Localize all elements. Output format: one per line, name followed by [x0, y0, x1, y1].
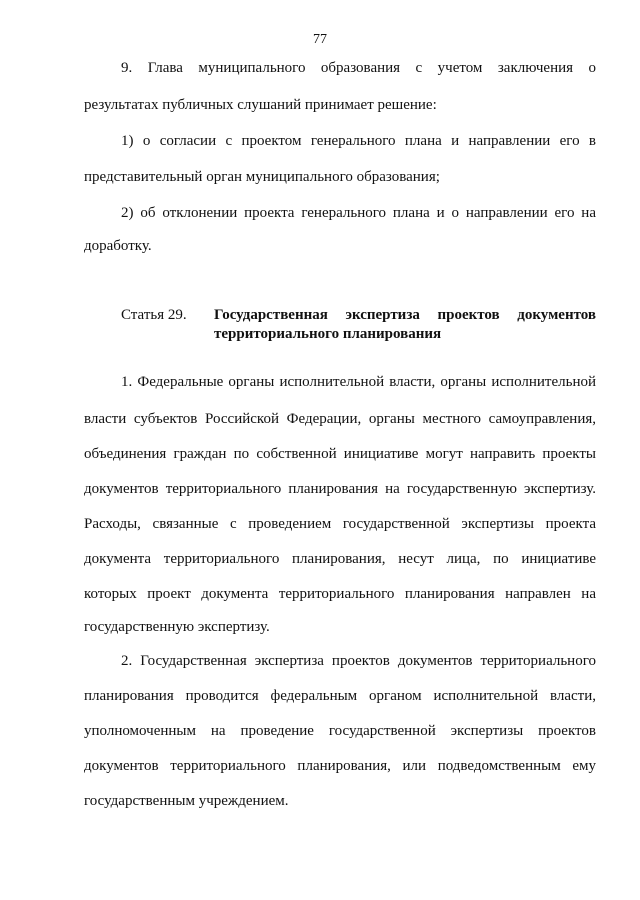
paragraph-line: результатах публичных слушаний принимает решение: [84, 97, 437, 113]
paragraph-line: государственную экспертизу. [84, 619, 270, 635]
paragraph-line: представительный орган муниципального образования; [84, 169, 440, 185]
paragraph-line: объединения граждан по собственной инициативе могут направить проекты [84, 446, 596, 462]
paragraph-line: Расходы, связанные с проведением государственной экспертизы проекта [84, 516, 596, 532]
article-title-line: Государственная экспертиза проектов документов [214, 307, 596, 323]
paragraph-line: документа территориального планирования, несут лица, по инициативе [84, 551, 596, 567]
paragraph-line: 2. Государственная экспертиза проектов документов территориального [121, 653, 596, 669]
paragraph-line: 1) о согласии с проектом генерального плана и направлении его в [121, 133, 596, 149]
paragraph-line: доработку. [84, 238, 152, 254]
paragraph-line: планирования проводится федеральным органом исполнительной власти, [84, 688, 596, 704]
page-number: 77 [313, 32, 327, 47]
paragraph-line: документов территориального планирования на государственную экспертизу. [84, 481, 596, 497]
paragraph-line: 2) об отклонении проекта генерального плана и о направлении его на [121, 205, 596, 221]
article-label: Статья 29. [121, 307, 187, 323]
paragraph-line: документов территориального планирования, или подведомственным ему [84, 758, 596, 774]
paragraph-line: 1. Федеральные органы исполнительной власти, органы исполнительной [121, 374, 596, 390]
paragraph-line: 9. Глава муниципального образования с учетом заключения о [121, 60, 596, 76]
paragraph-line: государственным учреждением. [84, 793, 289, 809]
article-title-line: территориального планирования [214, 326, 442, 342]
paragraph-line: власти субъектов Российской Федерации, органы местного самоуправления, [84, 411, 596, 427]
paragraph-line: которых проект документа территориального планирования направлен на [84, 586, 596, 602]
paragraph-line: уполномоченным на проведение государственной экспертизы проектов [84, 723, 596, 739]
